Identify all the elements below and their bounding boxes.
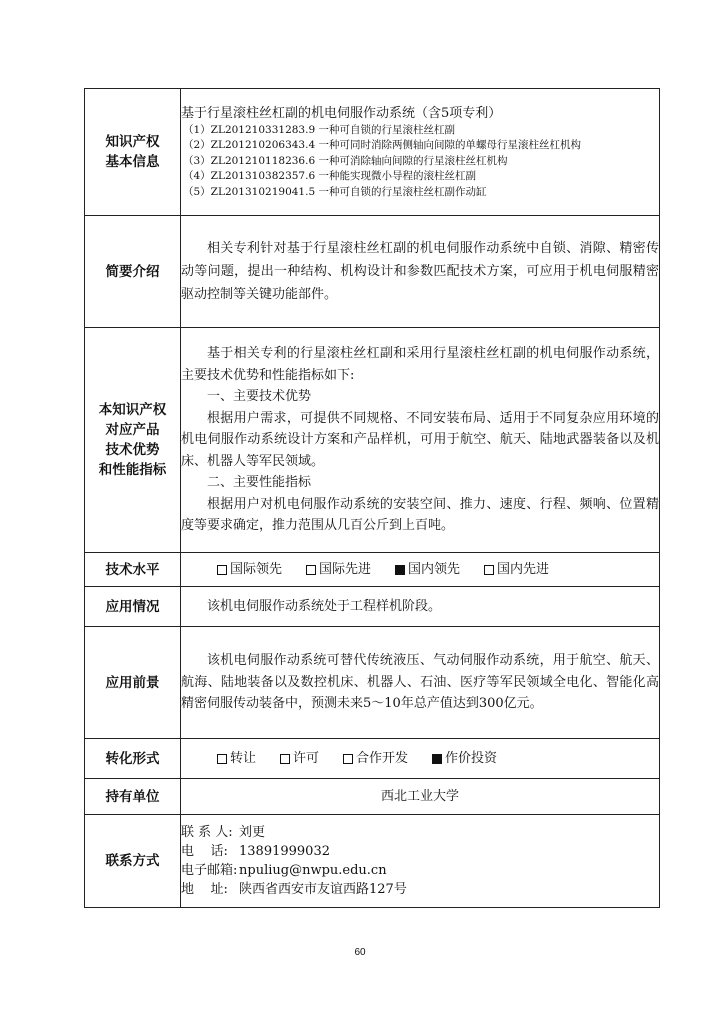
label-advantages-line: 技术优势 (105, 442, 160, 458)
label-ip-info-line2: 基本信息 (105, 154, 160, 170)
advantages-sec1-text: 根据用户需求，可提供不同规格、不同安装布局、适用于不同复杂应用环境的机电伺服作动系统设计方案和产品样机，可用于航空、航天、陆地武器装备以及机床、机器人等军民领域。 (181, 410, 659, 469)
label-holder: 持有单位 (85, 779, 181, 815)
advantages-sec1-title: 一、主要技术优势 (207, 389, 312, 405)
option-transfer[interactable] (217, 750, 256, 768)
prospect-content (181, 627, 660, 739)
advantages-sec2-text: 根据用户对机电伺服作动系统的安装空间、推力、速度、行程、频响、位置精度等要求确定，推力范围从几百公斤到上百吨。 (181, 496, 659, 534)
patent-item: （2）ZL201210206343.4 一种可同时消除两侧轴向间隙的单螺母行星滚柱丝杠机构 (183, 139, 581, 152)
label-prospect: 应用前景 (85, 627, 181, 739)
label-ip-info-line1: 知识产权 (105, 134, 160, 150)
option-label: 作价投资 (445, 750, 498, 766)
holder-value: 西北工业大学 (181, 779, 660, 815)
contact-email[interactable]: npuliug@nwpu.edu.cn (239, 863, 387, 878)
label-brief: 简要介绍 (85, 216, 181, 328)
checked-checkbox-icon (395, 565, 405, 575)
label-ip-info (85, 89, 181, 216)
option-license[interactable] (280, 750, 319, 768)
ip-title: 基于行星滚柱丝杠副的机电伺服作动系统（含5项专利） (181, 105, 502, 121)
option-investment[interactable] (432, 750, 497, 768)
option-label: 国际领先 (230, 561, 283, 577)
advantages-content (181, 328, 660, 553)
row-holder (85, 779, 660, 815)
label-application: 应用情况 (85, 587, 181, 627)
row-transfer (85, 739, 660, 779)
contact-phone-key: 电 话: (181, 844, 228, 859)
row-ip-info (85, 89, 660, 216)
brief-content (181, 216, 660, 328)
option-label: 许可 (293, 750, 320, 766)
label-advantages-line: 对应产品 (105, 422, 160, 438)
option-intl-leading[interactable] (217, 561, 282, 579)
row-contact (85, 815, 660, 908)
tech-level-options (181, 553, 660, 587)
contact-email-key: 电子邮箱: (181, 863, 238, 878)
checkbox-icon (484, 565, 494, 575)
option-label: 合作开发 (356, 750, 409, 766)
label-tech-level: 技术水平 (85, 553, 181, 587)
option-intl-advanced[interactable] (306, 561, 371, 579)
row-prospect (85, 627, 660, 739)
ip-info-content (181, 89, 660, 216)
row-application (85, 587, 660, 627)
patent-item: （3）ZL201210118236.6 一种可消除轴向间隙的行星滚柱丝杠机构 (183, 154, 508, 167)
label-advantages-line: 本知识产权 (98, 402, 167, 418)
patent-item: （1）ZL201210331283.9 一种可自锁的行星滚柱丝杠副 (183, 123, 455, 136)
checked-checkbox-icon (432, 754, 442, 764)
contact-person-key: 联 系 人: (181, 825, 233, 840)
option-label: 转让 (230, 750, 257, 766)
patent-item: （4）ZL201310382357.6 一种能实现微小导程的滚柱丝杠副 (183, 170, 476, 183)
label-advantages-line: 和性能指标 (98, 462, 167, 478)
contact-person: 刘更 (239, 825, 266, 840)
label-contact: 联系方式 (85, 815, 181, 908)
patent-item: （5）ZL201310219041.5 一种可自锁的行星滚柱丝杠副作动缸 (183, 185, 487, 198)
contact-phone: 13891999032 (239, 844, 330, 859)
transfer-options (181, 739, 660, 779)
option-domestic-leading[interactable] (395, 561, 460, 579)
contact-address: 陕西省西安市友谊西路127号 (239, 882, 407, 897)
row-brief (85, 216, 660, 328)
option-label: 国际先进 (319, 561, 372, 577)
application-content (181, 587, 660, 627)
contact-address-key: 地 址: (181, 882, 228, 897)
brief-text: 相关专利针对基于行星滚柱丝杠副的机电伺服作动系统中自锁、消隙、精密传动等问题，提出一种结构、机构设计和参数匹配技术方案，可应用于机电伺服精密驱动控制等关键功能部件。 (181, 241, 659, 302)
label-transfer: 转化形式 (85, 739, 181, 779)
option-domestic-advanced[interactable] (484, 561, 549, 579)
advantages-sec2-title: 二、主要性能指标 (207, 475, 312, 491)
page-number: 60 (354, 947, 366, 958)
checkbox-icon (343, 754, 353, 764)
option-label: 国内先进 (497, 561, 550, 577)
prospect-text: 该机电伺服作动系统可替代传统液压、气动伺服作动系统，用于航空、航天、航海、陆地装备以及数控机床、机器人、石油、医疗等军民领域全电化、智能化高精密伺服传动装备中，预测未来5～10年总产值达到300亿元。 (181, 653, 659, 712)
checkbox-icon (217, 754, 227, 764)
checkbox-icon (280, 754, 290, 764)
option-label: 国内领先 (408, 561, 461, 577)
contact-content (181, 815, 660, 908)
application-text: 该机电伺服作动系统处于工程样机阶段。 (207, 598, 442, 614)
checkbox-icon (217, 565, 227, 575)
row-tech-level (85, 553, 660, 587)
patent-info-table (84, 88, 660, 908)
advantages-intro: 基于相关专利的行星滚柱丝杠副和采用行星滚柱丝杠副的机电伺服作动系统，主要技术优势和性能指标如下: (181, 346, 659, 383)
row-advantages (85, 328, 660, 553)
label-advantages (85, 328, 181, 553)
option-cooperation[interactable] (343, 750, 408, 768)
checkbox-icon (306, 565, 316, 575)
